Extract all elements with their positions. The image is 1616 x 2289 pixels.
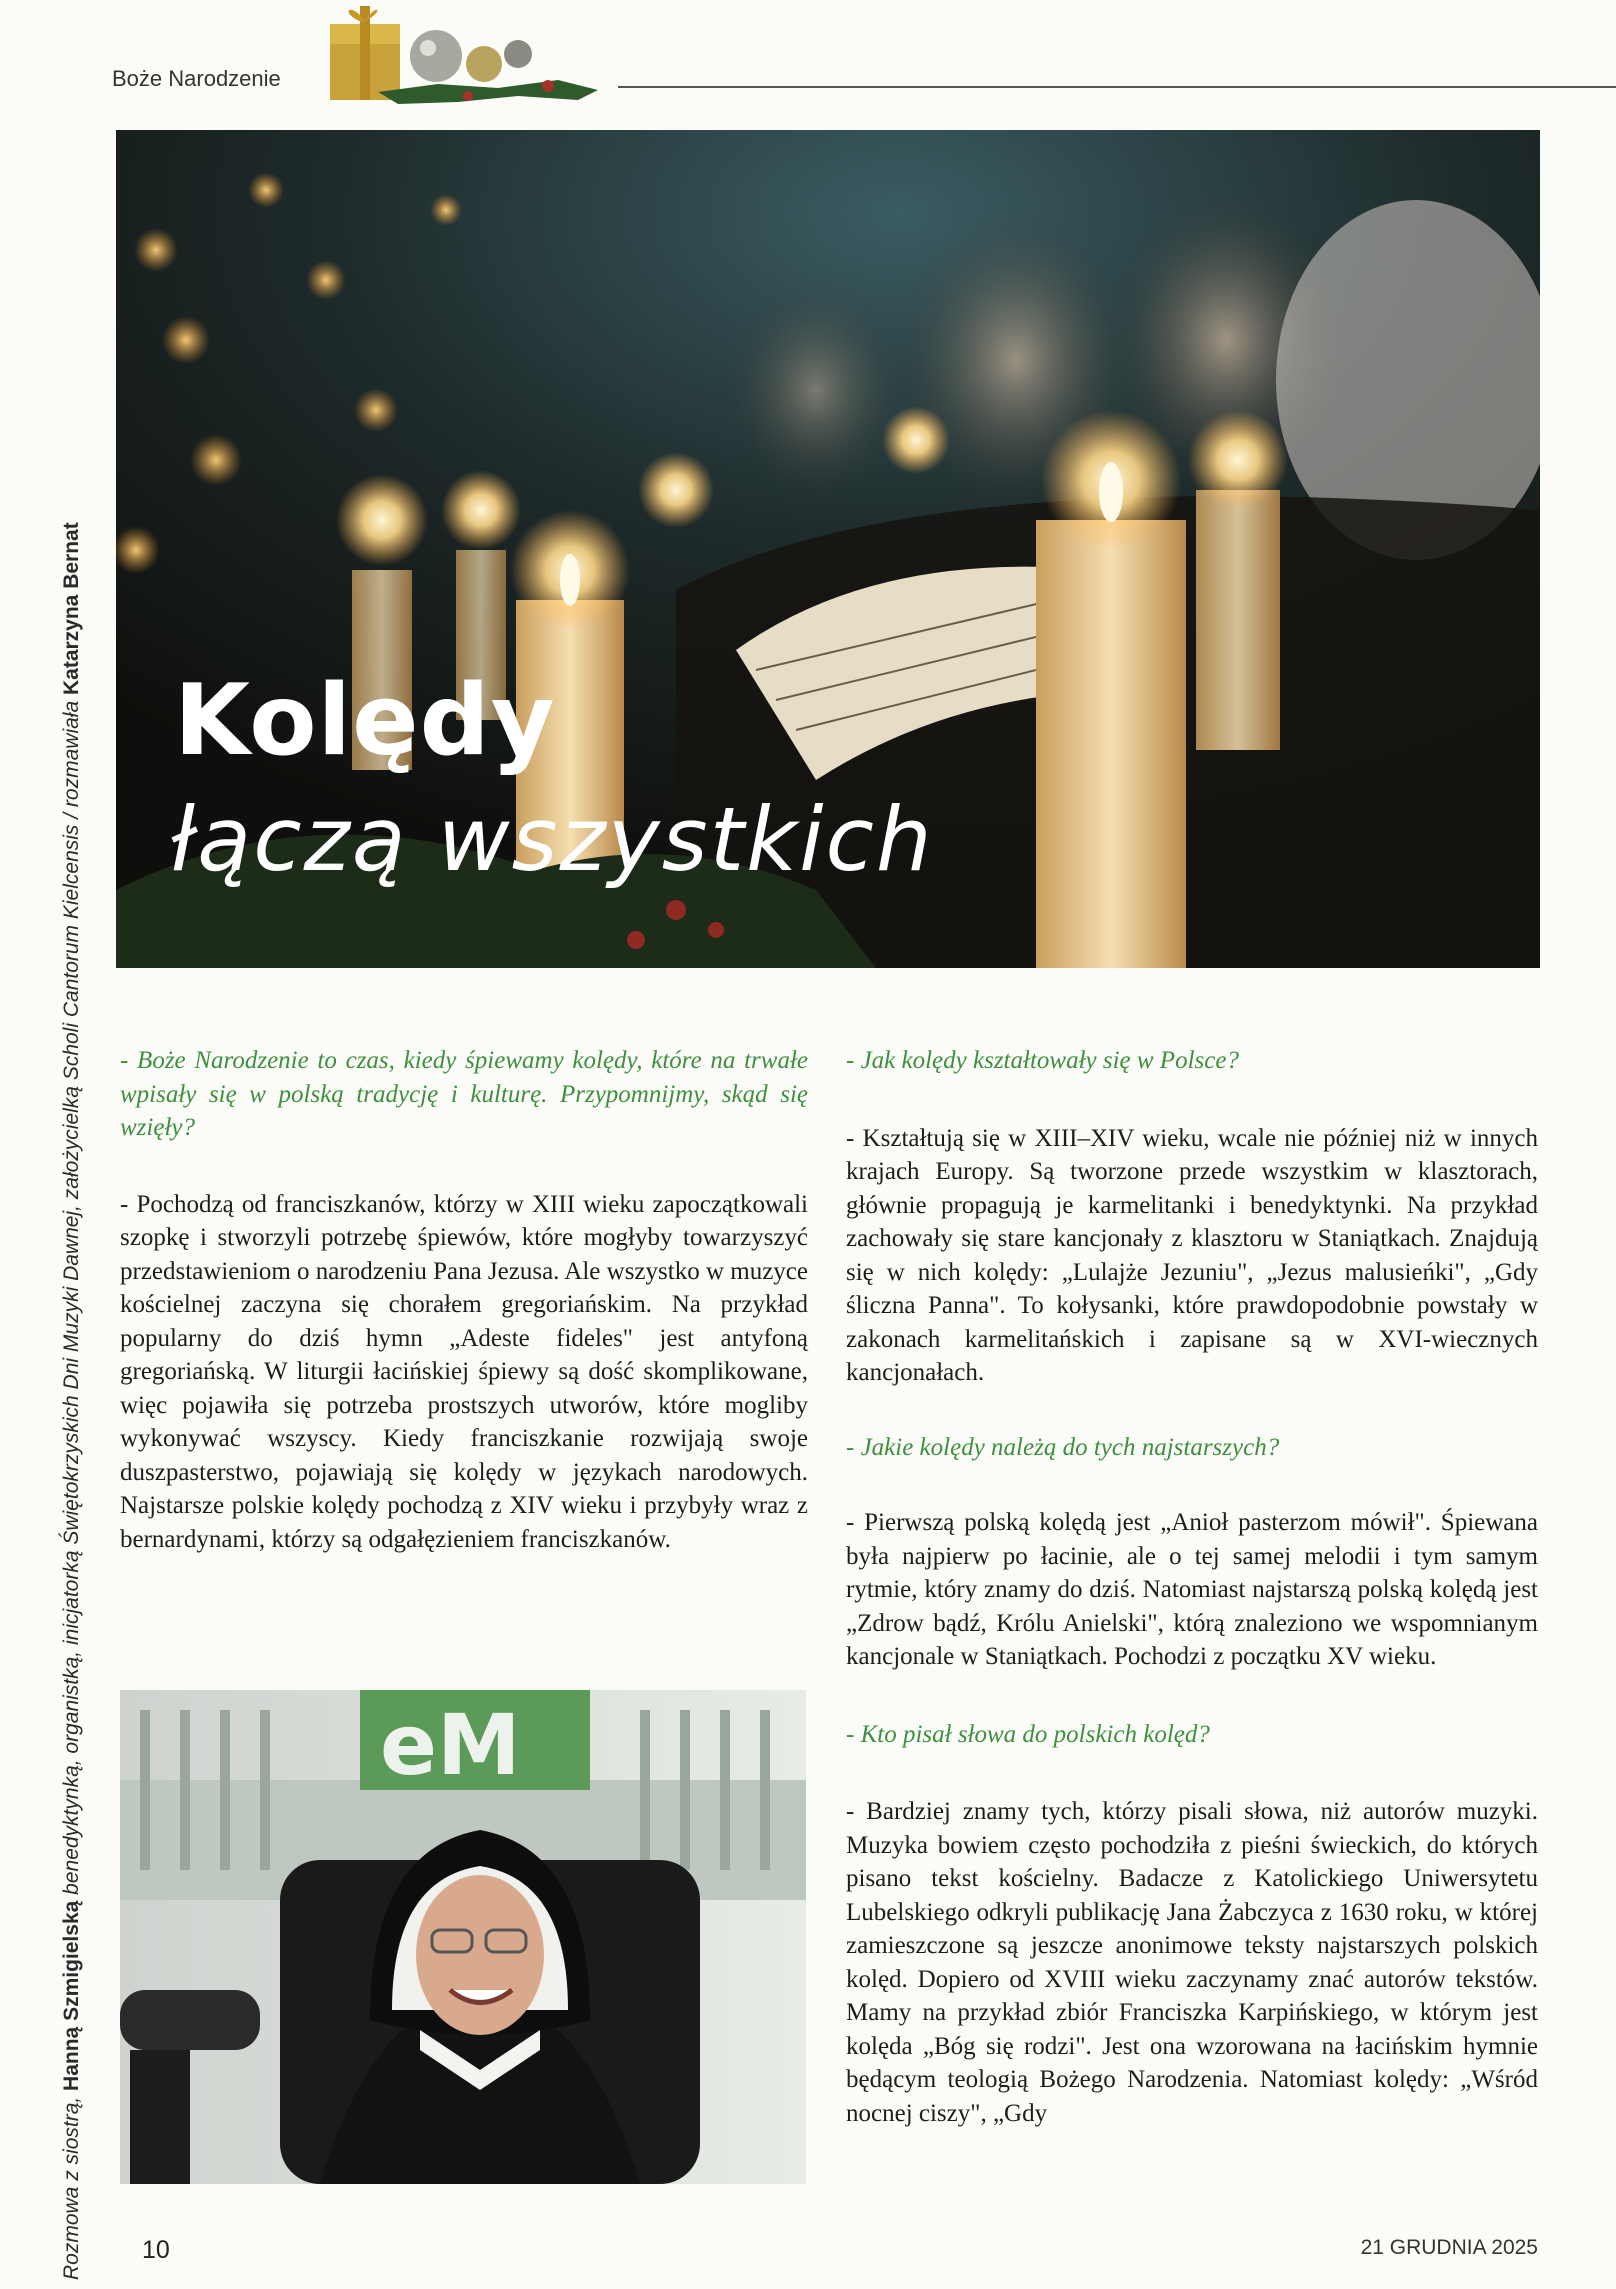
- interview-credit: Rozmowa z siostrą, Hanną Szmigielską benedyktynką, organistką, inicjatorką Świętokrzyskich Dni Muzyki Dawnej, założycielką Scholi Cantorum Kielcensis / rozmawiała Katarzyna Bernat: [60, 522, 83, 2280]
- question: - Jakie kolędy należą do tych najstarszych?: [846, 1433, 1280, 1461]
- question: - Kto pisał słowa do polskich kolęd?: [846, 1720, 1210, 1748]
- answer: - Bardziej znamy tych, którzy pisali słowa, niż autorów muzyki. Muzyka bowiem często pochodziła z pieśni świeckich, do których pisano tekst kościelny. Badacze z Katolickiego Uniwersytetu Lubelskiego odkryli publikację Jana Żabczyca z 1630 roku, w której zamieszczone są jeszcze anonimowe teksty najstarszych polskich kolęd. Dopiero od XVIII wieku zaczynamy znać autorów tekstów. Mamy na przykład zbiór Franciszka Karpińskiego, w którym jest kolęda „Bóg się rodzi". Jest ona wzorowana na łacińskim hymnie będącym teologią Bożego Narodzenia. Natomiast kolędy: „Wśród nocnej ciszy", „Gdy: [846, 1798, 1538, 2127]
- portrait-photo: [120, 1690, 806, 2184]
- section-label: Boże Narodzenie: [112, 66, 281, 91]
- question: - Boże Narodzenie to czas, kiedy śpiewamy kolędy, które na trwałe wpisały się w polską tradycję i kulturę. Przypomnijmy, skąd się wzięły?: [120, 1047, 808, 1141]
- article-column-right: [846, 1044, 1538, 2130]
- question: - Jak kolędy kształtowały się w Polsce?: [846, 1047, 1239, 1074]
- article-subtitle: łączą wszystkich: [170, 788, 934, 891]
- christmas-ornament-icon: [318, 0, 608, 112]
- article-title: Kolędy: [174, 664, 556, 778]
- interviewee-name: Hanną Szmigielską: [60, 1900, 83, 2091]
- radio-logo: eM: [380, 1696, 521, 1794]
- answer: - Pochodzą od franciszkanów, którzy w XIII wieku zapoczątkowali szopkę i stworzyli potrzebę śpiewów, które mogłyby towarzyszyć przedstawieniom o narodzeniu Pana Jezusa. Ale wszystko w muzyce kościelnej zaczyna się chorałem gregoriańskim. Na przykład popularny do dziś hymn „Adeste fideles" jest antyfoną gregoriańską. W liturgii łacińskiej śpiewy są dość skomplikowane, więc pojawiła się potrzeba prostszych utworów, które mogliby wykonywać wszyscy. Kiedy franciszkanie rozwijają swoje duszpasterstwo, pojawiają się kolędy w językach narodowych. Najstarsze polskie kolędy pochodzą z XIV wieku i przybyły wraz z bernardynami, którzy są odgałęzieniem franciszkanów.: [120, 1190, 808, 1553]
- answer: - Kształtują się w XIII–XIV wieku, wcale nie później niż w innych krajach Europy. Są tworzone przede wszystkim w klasztorach, głównie propagują je karmelitanki i benedyktynki. Na przykład zachowały się stare kancjonały z klasztoru w Staniątkach. Znajdują się w nich kolędy: „Lulajże Jezuniu", „Jezus malusieńki", „Gdy śliczna Panna". To kołysanki, które prawdopodobnie powstały w zakonach karmelitańskich i zapisane są w XVI-wiecznych kancjonałach.: [846, 1124, 1538, 1386]
- author-name: Katarzyna Bernat: [60, 522, 83, 696]
- answer: - Pierwszą polską kolędą jest „Anioł pasterzom mówił". Śpiewana była najpierw po łacinie, ale o tej samej melodii i tym samym rytmie, który znamy do dziś. Natomiast najstarszą polską kolędą jest „Zdrow bądź, Królu Anielski", którą znaleziono we wspomnianym kancjonale w Staniątkach. Pochodzi z początku XV wieku.: [846, 1509, 1538, 1670]
- issue-date: 21 GRUDNIA 2025: [1360, 2236, 1538, 2259]
- header-rule: [618, 86, 1616, 88]
- article-column-left: [120, 1044, 808, 1556]
- page-number: 10: [142, 2236, 170, 2264]
